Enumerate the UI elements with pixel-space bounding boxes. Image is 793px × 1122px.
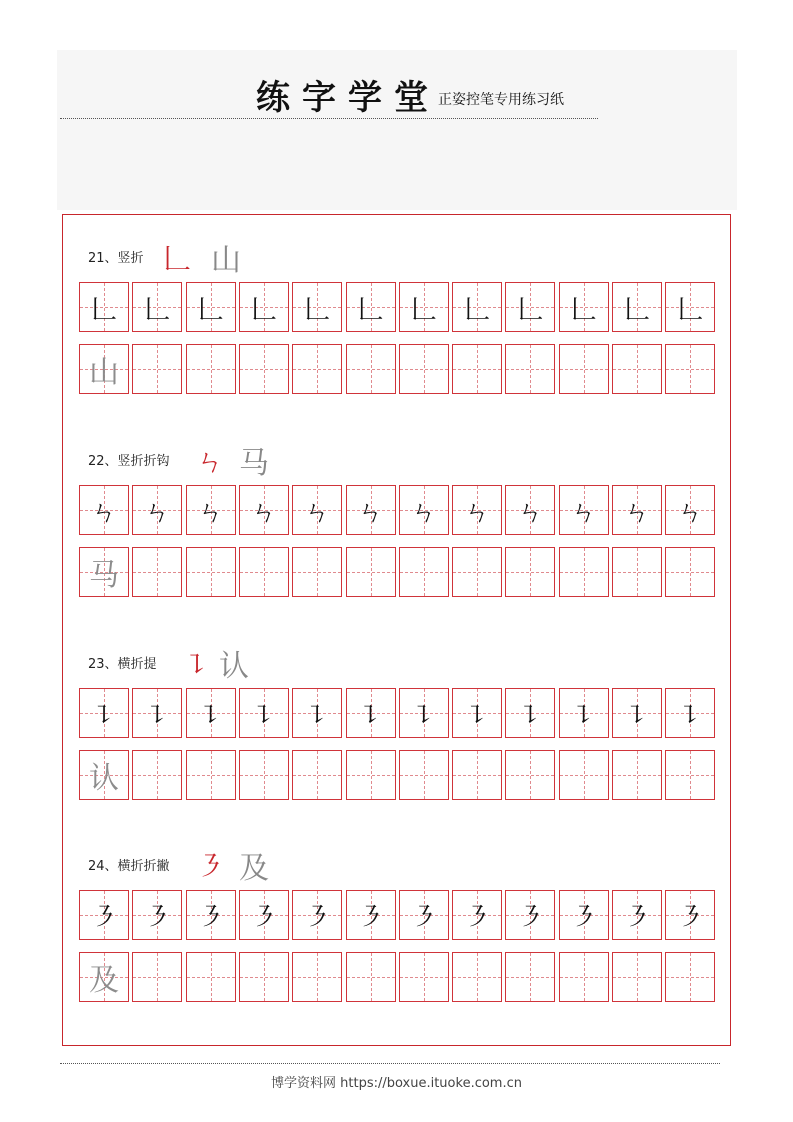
blank-cell[interactable]: [665, 547, 715, 597]
grid-cell[interactable]: [452, 485, 502, 535]
blank-cell[interactable]: [132, 750, 182, 800]
blank-cell[interactable]: [559, 344, 609, 394]
blank-cell[interactable]: [399, 750, 449, 800]
stroke-glyph: 𠃊: [250, 294, 277, 325]
practice-frame: [62, 214, 731, 1046]
blank-cell[interactable]: [186, 952, 236, 1002]
stroke-sample: ㄣ: [196, 445, 225, 478]
grid-cell[interactable]: [612, 688, 662, 738]
model-cell[interactable]: [79, 547, 129, 597]
practice-section: [63, 436, 730, 626]
stroke-glyph: ㇋: [250, 902, 277, 933]
stroke-glyph: 𠃊: [623, 294, 650, 325]
grid-cell[interactable]: [559, 282, 609, 332]
grid-cell[interactable]: [292, 890, 342, 940]
stroke-glyph: 𠃊: [90, 294, 117, 325]
blank-cell[interactable]: [239, 952, 289, 1002]
blank-cell[interactable]: [612, 344, 662, 394]
stroke-glyph: ㇊: [304, 700, 331, 731]
grid-cell[interactable]: [505, 890, 555, 940]
model-character: 及: [89, 963, 119, 998]
grid-cell[interactable]: [346, 890, 396, 940]
grid-cell[interactable]: [186, 688, 236, 738]
grid-cell[interactable]: [505, 282, 555, 332]
stroke-glyph: ㇊: [90, 700, 117, 731]
stroke-glyph: ㄣ: [677, 497, 704, 528]
stroke-glyph: ㇊: [464, 700, 491, 731]
stroke-glyph: 𠃊: [410, 294, 437, 325]
stroke-glyph: ㇋: [357, 902, 384, 933]
stroke-glyph: 𠃊: [357, 294, 384, 325]
section-label: 22、竖折折钩: [88, 454, 170, 469]
grid-cell[interactable]: [505, 485, 555, 535]
blank-cell[interactable]: [292, 344, 342, 394]
stroke-glyph: ㇊: [517, 700, 544, 731]
blank-cell[interactable]: [505, 344, 555, 394]
grid-cell[interactable]: [239, 890, 289, 940]
grid-cell[interactable]: [186, 485, 236, 535]
grid-cell[interactable]: [559, 485, 609, 535]
grid-cell[interactable]: [665, 890, 715, 940]
stroke-glyph: ㇊: [144, 700, 171, 731]
blank-cell[interactable]: [239, 547, 289, 597]
practice-section: [63, 639, 730, 829]
stroke-glyph: 𠃊: [677, 294, 704, 325]
blank-cell[interactable]: [186, 344, 236, 394]
model-cell[interactable]: [79, 344, 129, 394]
blank-cell[interactable]: [346, 750, 396, 800]
stroke-glyph: ㇋: [90, 902, 117, 933]
stroke-glyph: 𠃊: [144, 294, 171, 325]
stroke-glyph: ㇊: [623, 700, 650, 731]
blank-cell[interactable]: [292, 750, 342, 800]
grid-cell[interactable]: [559, 890, 609, 940]
blank-cell[interactable]: [239, 750, 289, 800]
stroke-glyph: ㄣ: [197, 497, 224, 528]
grid-cell[interactable]: [79, 485, 129, 535]
character-sample: 及: [239, 851, 269, 886]
stroke-glyph: ㇋: [464, 902, 491, 933]
stroke-sample: ㇋: [196, 850, 225, 883]
grid-cell[interactable]: [132, 282, 182, 332]
grid-cell[interactable]: [612, 485, 662, 535]
grid-cell[interactable]: [452, 890, 502, 940]
stroke-glyph: ㇊: [410, 700, 437, 731]
blank-cell[interactable]: [292, 547, 342, 597]
grid-cell[interactable]: [292, 688, 342, 738]
blank-cell[interactable]: [612, 750, 662, 800]
blank-cell[interactable]: [452, 750, 502, 800]
grid-cell[interactable]: [186, 282, 236, 332]
blank-cell[interactable]: [665, 344, 715, 394]
model-cell[interactable]: [79, 952, 129, 1002]
blank-cell[interactable]: [559, 952, 609, 1002]
stroke-sample: ㇊: [183, 648, 212, 681]
grid-cell[interactable]: [612, 890, 662, 940]
stroke-glyph: ㇊: [570, 700, 597, 731]
stroke-glyph: 𠃊: [570, 294, 597, 325]
header-divider: [60, 118, 598, 119]
grid-cell[interactable]: [239, 282, 289, 332]
grid-cell[interactable]: [399, 485, 449, 535]
grid-cell[interactable]: [665, 688, 715, 738]
blank-cell[interactable]: [612, 952, 662, 1002]
blank-cell[interactable]: [346, 952, 396, 1002]
page-title: 练字学堂: [256, 78, 440, 118]
practice-section: [63, 233, 730, 423]
page-subtitle: 正姿控笔专用练习纸: [438, 92, 564, 108]
stroke-glyph: ㇋: [304, 902, 331, 933]
character-sample: 山: [211, 243, 241, 278]
grid-cell[interactable]: [292, 282, 342, 332]
footer-source: 博学资料网 https://boxue.ituoke.com.cn: [271, 1076, 522, 1091]
blank-cell[interactable]: [399, 952, 449, 1002]
stroke-glyph: ㄣ: [517, 497, 544, 528]
stroke-glyph: ㇊: [357, 700, 384, 731]
grid-cell[interactable]: [399, 890, 449, 940]
stroke-glyph: ㇋: [144, 902, 171, 933]
blank-cell[interactable]: [505, 952, 555, 1002]
stroke-glyph: ㇊: [677, 700, 704, 731]
grid-cell[interactable]: [79, 688, 129, 738]
grid-cell[interactable]: [346, 688, 396, 738]
stroke-glyph: 𠃊: [304, 294, 331, 325]
stroke-glyph: ㄣ: [90, 497, 117, 528]
stroke-glyph: ㄣ: [250, 497, 277, 528]
stroke-glyph: ㇋: [197, 902, 224, 933]
grid-cell[interactable]: [346, 485, 396, 535]
grid-cell[interactable]: [186, 890, 236, 940]
grid-cell[interactable]: [399, 688, 449, 738]
stroke-glyph: 𠃊: [517, 294, 544, 325]
stroke-glyph: 𠃊: [197, 294, 224, 325]
grid-cell[interactable]: [452, 282, 502, 332]
blank-cell[interactable]: [612, 547, 662, 597]
model-character: 认: [89, 761, 119, 796]
stroke-glyph: ㄣ: [570, 497, 597, 528]
section-label: 24、横折折撇: [88, 859, 170, 874]
character-sample: 认: [219, 649, 249, 684]
blank-cell[interactable]: [559, 750, 609, 800]
stroke-glyph: ㇊: [197, 700, 224, 731]
stroke-glyph: ㇋: [570, 902, 597, 933]
blank-cell[interactable]: [239, 344, 289, 394]
stroke-glyph: 𠃊: [464, 294, 491, 325]
model-character: 山: [89, 355, 119, 390]
practice-section: [63, 841, 730, 1031]
blank-cell[interactable]: [132, 344, 182, 394]
blank-cell[interactable]: [452, 344, 502, 394]
grid-cell[interactable]: [346, 282, 396, 332]
character-sample: 马: [239, 446, 269, 481]
grid-cell[interactable]: [399, 282, 449, 332]
section-label: 23、横折提: [88, 657, 157, 672]
stroke-glyph: ㇋: [517, 902, 544, 933]
stroke-glyph: ㄣ: [410, 497, 437, 528]
grid-cell[interactable]: [132, 688, 182, 738]
blank-cell[interactable]: [292, 952, 342, 1002]
blank-cell[interactable]: [186, 547, 236, 597]
blank-cell[interactable]: [399, 547, 449, 597]
grid-cell[interactable]: [505, 688, 555, 738]
stroke-glyph: ㄣ: [623, 497, 650, 528]
model-cell[interactable]: [79, 750, 129, 800]
stroke-glyph: ㇋: [410, 902, 437, 933]
blank-cell[interactable]: [132, 547, 182, 597]
blank-cell[interactable]: [505, 547, 555, 597]
grid-cell[interactable]: [292, 485, 342, 535]
grid-cell[interactable]: [79, 282, 129, 332]
grid-cell[interactable]: [559, 688, 609, 738]
stroke-sample: 𠃊: [163, 242, 192, 275]
grid-cell[interactable]: [665, 282, 715, 332]
blank-cell[interactable]: [399, 344, 449, 394]
blank-cell[interactable]: [346, 344, 396, 394]
stroke-glyph: ㇊: [250, 700, 277, 731]
blank-cell[interactable]: [665, 750, 715, 800]
grid-cell[interactable]: [79, 890, 129, 940]
grid-cell[interactable]: [665, 485, 715, 535]
blank-cell[interactable]: [186, 750, 236, 800]
grid-cell[interactable]: [452, 688, 502, 738]
stroke-glyph: ㄣ: [144, 497, 171, 528]
grid-cell[interactable]: [239, 688, 289, 738]
blank-cell[interactable]: [346, 547, 396, 597]
blank-cell[interactable]: [132, 952, 182, 1002]
grid-cell[interactable]: [239, 485, 289, 535]
blank-cell[interactable]: [452, 547, 502, 597]
grid-cell[interactable]: [612, 282, 662, 332]
stroke-glyph: ㇋: [623, 902, 650, 933]
grid-cell[interactable]: [132, 485, 182, 535]
model-character: 马: [89, 558, 119, 593]
stroke-glyph: ㄣ: [357, 497, 384, 528]
grid-cell[interactable]: [132, 890, 182, 940]
stroke-glyph: ㄣ: [464, 497, 491, 528]
footer-divider: [60, 1063, 720, 1064]
blank-cell[interactable]: [505, 750, 555, 800]
blank-cell[interactable]: [665, 952, 715, 1002]
stroke-glyph: ㇋: [677, 902, 704, 933]
section-label: 21、竖折: [88, 251, 144, 266]
blank-cell[interactable]: [559, 547, 609, 597]
blank-cell[interactable]: [452, 952, 502, 1002]
stroke-glyph: ㄣ: [304, 497, 331, 528]
